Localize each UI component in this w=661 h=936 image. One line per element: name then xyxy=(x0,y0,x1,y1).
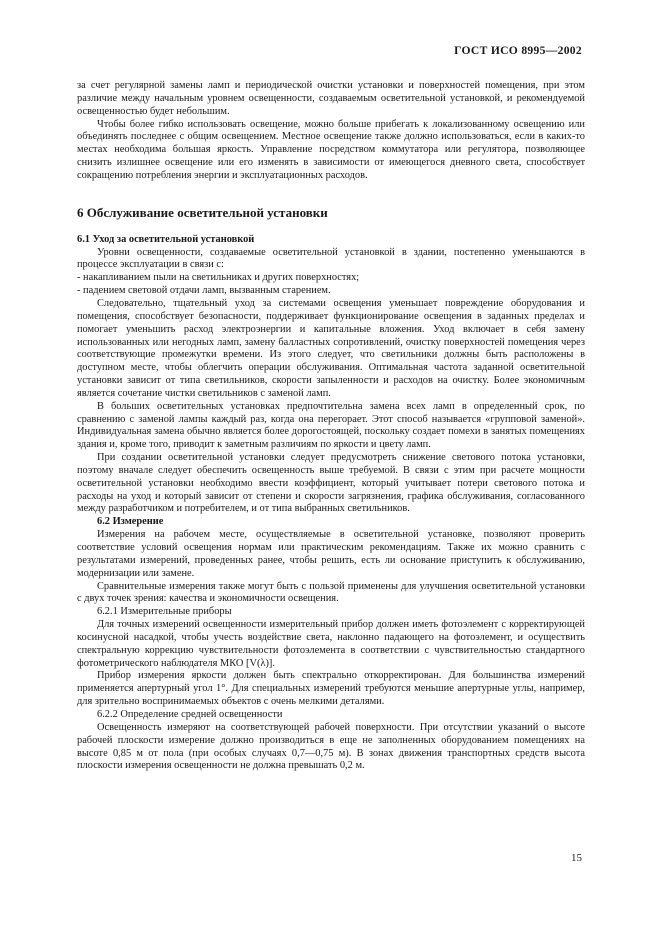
paragraph-6-2-2-average: Освещенность измеряют на соответствующей рабочей поверхности. При отсутствии указаний о высоте рабочей плоскости измерение должно производиться в еще не заполненных оборудованием помещениях на высоте 0,85 м от пола (при особых случаях 0,7—0,75 м). В зонах движения транспортных средств высота плоскости измерения освещенности не должна превышать 0,2 м. xyxy=(77,721,585,772)
subsection-6-2-1-heading: 6.2.1 Измерительные приборы xyxy=(97,606,232,618)
paragraph-6-1-intro: Уровни освещенности, создаваемые осветительной установкой в здании, постепенно уменьшаются в процессе эксплуатации в связи с: xyxy=(77,246,585,271)
paragraph-local-lighting: Чтобы более гибко использовать освещение, можно больше прибегать к локализованному освещению или объединять последнее с общим освещением. Местное освещение также должно использоваться, если в каких-то местах необходима большая яркость. Управление посредством коммутатора или регулятора, позволяющее снизить излишнее освещение или его изменять в зависимости от имеющегося дневного света, способствует сокращению потребления энергии и эксплуатационных расходов. xyxy=(77,118,585,181)
list-item: - накапливанием пыли на светильниках и других поверхностях; xyxy=(77,272,360,284)
section-6-heading: 6 Обслуживание осветительной установки xyxy=(77,204,328,220)
paragraph-6-2-comparative: Сравнительные измерения также могут быть с пользой применены для улучшения осветительной установки с двух точек зрения: качества и экономичности освещения. xyxy=(77,580,585,605)
paragraph-6-1-design-factor: При создании осветительной установки следует предусмотреть снижение светового потока установки, поэтому вначале следует обеспечить освещенность выше требуемой. В связи с этим при расчете мощности осветительной установки необходимо ввести коэффициент, который учитывает потери светового потока и расходы на уход и который зависит от степени и скорости загрязнения, графика обслуживания, согласованного между разработчиком и потребителем, и от типа выбранных светильников. xyxy=(77,452,585,515)
paragraph-6-1-maintenance: Следовательно, тщательный уход за системами освещения уменьшает повреждение оборудования и помещения, способствует безопасности, поддерживает функционирование освещения в заданных пределах и помогает уменьшить расход электроэнергии и капитальные вложения. Уход включает в себя замену использованных или негодных ламп, замену балластных сопротивлений, очистку поверхностей помещения через соответствующие промежутки времени. Из этого следует, что светильники должны быть расположены в доступном месте, чтобы облегчить операции обслуживания. Оптимальная частота заданной осветительной установки зависит от типа светильников, скорости запыленности и расходов на очистку. Более экономичным является сочетание чистки светильников с заменой ламп. xyxy=(77,297,585,399)
paragraph-6-2-measurement: Измерения на рабочем месте, осуществляемые в осветительной установке, позволяют проверить соответствие условий освещения нормам или практическим рекомендациям. Также их можно сравнить с результатами измерений, проведенных ранее, чтобы решить, есть ли основание приступить к обслуживанию, модернизации или замене. xyxy=(77,529,585,579)
paragraph-6-2-1-instruments: Для точных измерений освещенности измерительный прибор должен иметь фотоэлемент с корректирующей косинусной насадкой, чтобы учесть воздействие света, наклонно падающего на фотоэлемент, и осуществить спектральную коррекцию чувствительности фотоэлемента в соответствии с чувствительностью стандартного фотометрического наблюдателя МКО [V(λ)]. xyxy=(77,619,585,669)
list-item: - падением световой отдачи ламп, вызванным старением. xyxy=(77,285,331,297)
subsection-6-2-heading: 6.2 Измерение xyxy=(97,516,164,528)
subsection-6-1-heading: 6.1 Уход за осветительной установкой xyxy=(77,233,255,245)
paragraph-6-1-group-replacement: В больших осветительных установках предпочтительна замена всех ламп в определенный срок, по сравнению с заменой лампы каждый раз, когда она перегорает. Этот способ называется «групповой заменой». Индивидуальная замена обычно является более дорогостоящей, поскольку создает помехи в занятых помещениях здания и, кроме того, приводит к заметным различиям по яркости и цвету ламп. xyxy=(77,400,585,451)
paragraph-6-2-1-luminance: Прибор измерения яркости должен быть спектрально откорректирован. Для большинства измерений применяется апертурный угол 1°. Для специальных измерений требуются меньшие апертурные углы, например, для зрительно воспринимаемых объектов с очень мелкими деталями. xyxy=(77,670,585,708)
document-body xyxy=(77,80,585,773)
dash-list xyxy=(77,272,585,298)
subsection-6-2-2-heading: 6.2.2 Определение средней освещенности xyxy=(97,708,283,720)
paragraph-continued: за счет регулярной замены ламп и периодической очистки установки и поверхностей помещения, при этом различие между начальным уровнем освещенности, создаваемым осветительной установкой, и рекомендуемой освещенностью будет небольшим. xyxy=(77,80,585,117)
page-number: 15 xyxy=(571,852,582,864)
document-code-header: ГОСТ ИСО 8995—2002 xyxy=(454,44,582,57)
